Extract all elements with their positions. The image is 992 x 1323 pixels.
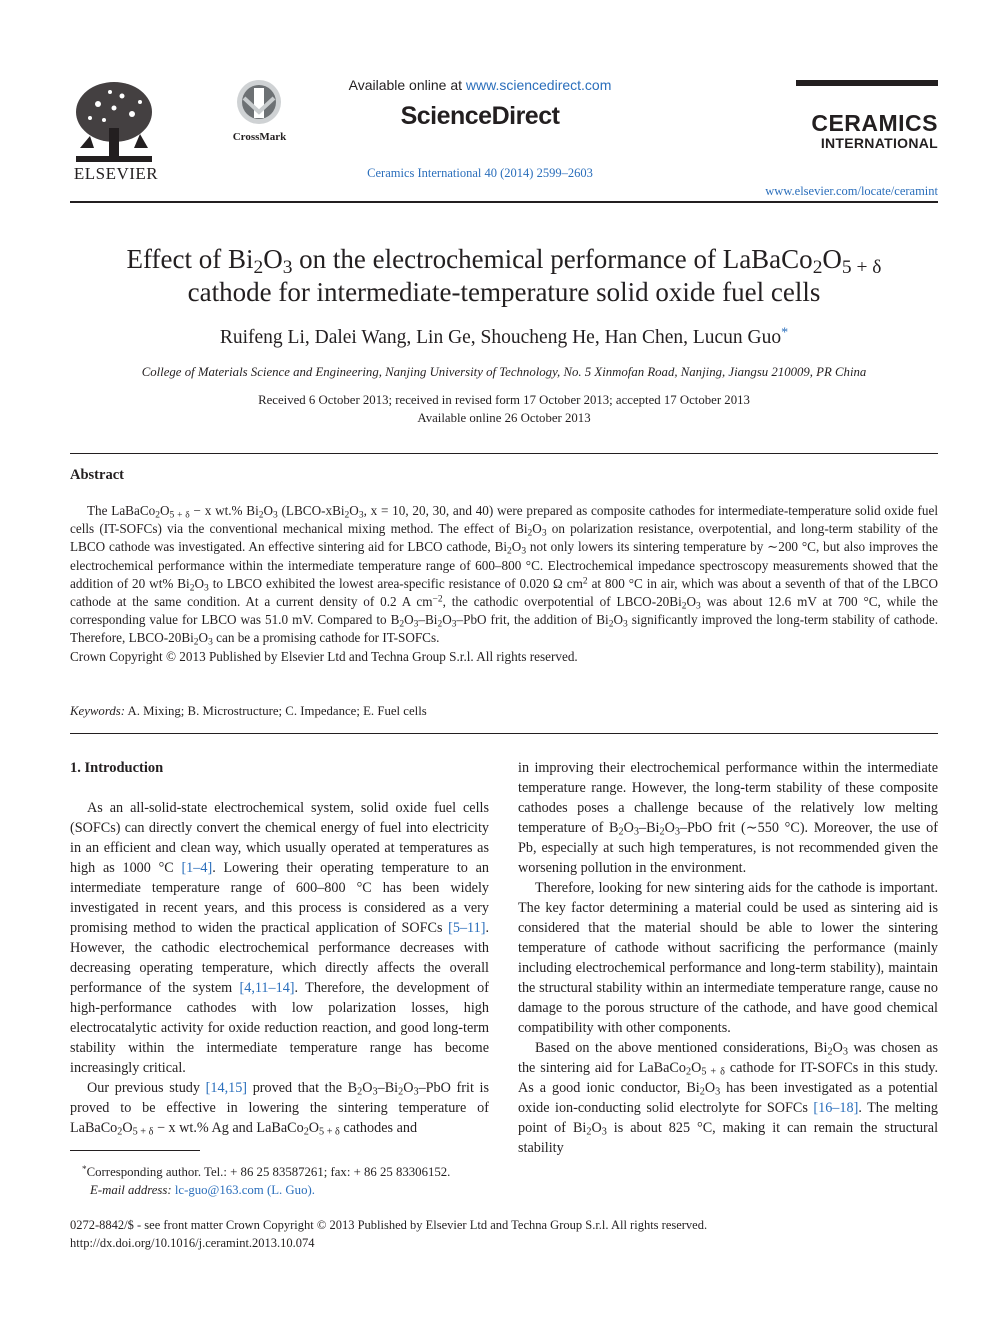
reference-link[interactable]: [5–11] [448,920,486,936]
authors: Ruifeng Li, Dalei Wang, Lin Ge, Shoucheng He, Han Chen, Lucun Guo [219,327,782,348]
right-paragraph-2: Therefore, looking for new sintering aids for the cathode is important. The key factor determining a material could be used as sintering aid is considered that the material should be able to lower the sintering temperature of cathode without sacrificing the performance (mainly including electrochemical performance and long-term stability), maintain the structural stability within an intermediate temperature range, cause no damage to the porous structure of the cathode, and have good chemical compatibility with other components. [518,880,938,1036]
author-list [60,324,948,349]
abstract-top-divider [70,453,938,454]
corresponding-author-note: *Corresponding author. Tel.: + 86 25 83587261; fax: + 86 25 83306152. [82,1163,451,1179]
keywords [70,704,427,719]
crossmark-badge[interactable] [222,78,297,142]
keywords-label: Keywords: [70,704,125,718]
right-column [518,758,938,1158]
article-title-line2: cathode for intermediate-temperature solid oxide fuel cells [187,277,821,307]
affiliation: College of Materials Science and Engineering, Nanjing University of Technology, No. 5 Xinmofan Road, Nanjing, Jiangsu 210009, PR China [141,365,867,379]
available-online-prefix: Available online at [348,77,466,93]
article-history [60,391,948,427]
footnote [70,1163,500,1199]
article-title-line1: Effect of $Bi_2O_3$ on the electrochemical performance of $LaBaCo_2O_{5 + \delta}$ [126,244,882,278]
abstract-heading: Abstract [70,467,124,483]
journal-logo-subtitle: INTERNATIONAL [820,135,938,151]
abstract-copyright: Crown Copyright © 2013 Published by Elsevier Ltd and Techna Group S.r.l. All rights reserved. [70,648,578,664]
corresponding-author-mark[interactable]: * [781,324,789,341]
abstract-paragraph: The $LaBaCo_2O_{5 + \delta} - x$ wt.% $Bi_2O_3$ ($LBCO-xBi_2O_3$, x = 10, 20, 30, and 40) were prepared as composite cathodes for intermediate-temperature solid oxide fuel cells (IT-SOFCs) via the conventional mechanical mixing method. The effect of $Bi_2O_3$ on polarization resistance, overpotential, and long-term stability of the LBCO cathode was investigated. An effective sintering aid for LBCO cathode, $Bi_2O_3$ not only lowers its sintering temperature by ∼200 °C, but also improves the electrochemical performance within the intermediate temperature range of 600–800 °C. Electrochemical impedance spectroscopy measurements showed that the addition of 20 wt% $Bi_2O_3$ to LBCO exhibited the lowest area-specific resistance of 0.020 Ω $cm^2$ at 800 °C in air, which was about a seventh of that of the LBCO cathode at the same condition. At a current density of 0.2 A $cm^{-2}$, the cathodic overpotential of LBCO-$20Bi_2O_3$ was about 12.6 mV at 700 °C, while the corresponding value for LBCO was 51.0 mV. Compared to $B_2O_3-Bi_2O_3$–PbO frit, the addition of $Bi_2O_3$ significantly improved the long-term stability of cathode. Therefore, LBCO-$20Bi_2O_3$ can be a promising cathode for IT-SOFCs. [70,503,939,648]
right-paragraph-1: in improving their electrochemical performance within the intermediate temperature range. However, the long-term stability of these composite cathodes poses a challenge because of the relatively low melting temperature of $B_2O_3-Bi_2O_3$–PbO frit (∼550 °C). Moreover, the use of Pb, especially at such high temperatures, is not recommended given the worsening pollution in the environment. [518,760,938,876]
footnote-rule [70,1150,200,1151]
available-date: Available online 26 October 2013 [417,411,591,425]
elsevier-wordmark: ELSEVIER [73,164,159,183]
page-footer [70,1216,938,1252]
sciencedirect-link[interactable]: www.sciencedirect.com [465,77,612,93]
doi-line[interactable]: http://dx.doi.org/10.1016/j.ceramint.2013.10.074 [70,1236,315,1250]
reference-link[interactable]: [16–18] [813,1100,859,1116]
available-online [300,77,660,93]
sciencedirect-brand: ScienceDirect [400,102,560,130]
abstract-body [70,502,938,666]
crossmark-icon [222,78,297,128]
intro-paragraph-1: As an all-solid-state electrochemical system, solid oxide fuel cells (SOFCs) can directly convert the chemical energy of fuel into electricity in an efficient and clean way, which usually operated at temperatures as high as 1000 °C [1–4]. Lowering their operating temperature to an intermediate temperature range of 600–800 °C has been widely investigated in recent years, and this process is considered as a very promising method to widen the practical application of SOFCs [5–11]. However, the cathodic electrochemical performance decreases with decreasing operating temperature, which directly affects the overall performance of the system [4,11–14]. Therefore, the development of high-performance cathodes with low polarization losses, high electrocatalytic activity for oxide reduction reaction, and good long-term stability within the intermediate temperature range has become increasingly critical. [70,800,489,1076]
crossmark-label: CrossMark [232,131,287,143]
elsevier-tree-logo [70,78,158,166]
journal-logo-title: CERAMICS [811,110,938,136]
journal-homepage-link[interactable]: www.elsevier.com/locate/ceramint [765,184,938,198]
issn-copyright-line: 0272-8842/$ - see front matter Crown Copyright © 2013 Published by Elsevier Ltd and Techna Group S.r.l. All rights reserved. [70,1218,708,1232]
right-paragraph-3: Based on the above mentioned considerations, $Bi_2O_3$ was chosen as the sintering aid for $LaBaCo_2O_{5 + \delta}$ cathode for IT-SOFCs in this study. As a good ionic conductor, $Bi_2O_3$ has been investigated as a potential oxide ion-conducting solid electrolyte for SOFCs [16–18]. The melting point of $Bi_2O_3$ is about 825 °C, making it can remain the structural stability [518,1040,939,1156]
email-note: E-mail address: lc-guo@163.com (L. Guo). [90,1183,315,1197]
header-divider [70,201,938,203]
reference-link[interactable]: [14,15] [205,1080,248,1096]
author-email-link[interactable]: lc-guo@163.com (L. Guo). [174,1183,315,1197]
left-column [70,758,489,1138]
journal-citation[interactable]: Ceramics International 40 (2014) 2599–2603 [367,166,593,180]
reference-link[interactable]: [4,11–14] [239,980,295,996]
elsevier-tree-icon [70,78,158,166]
keywords-list: A. Mixing; B. Microstructure; C. Impedance; E. Fuel cells [124,704,427,718]
article-title [60,243,948,309]
section-heading-introduction: 1. Introduction [70,760,164,776]
received-dates: Received 6 October 2013; received in revised form 17 October 2013; accepted 17 October 2013 [258,393,750,407]
reference-link[interactable]: [1–4] [181,860,213,876]
abstract-bottom-divider [70,733,938,734]
intro-paragraph-2: Our previous study [14,15] proved that the $B_2O_3-Bi_2O_3$–PbO frit is proved to be effective in lowering the sintering temperature of $LaBaCo_2O_{5 + \delta} - x$ wt.% Ag and $LaBaCo_2O_{5 + \delta}$ cathodes and [70,1080,490,1138]
journal-logo-bar [796,80,938,86]
